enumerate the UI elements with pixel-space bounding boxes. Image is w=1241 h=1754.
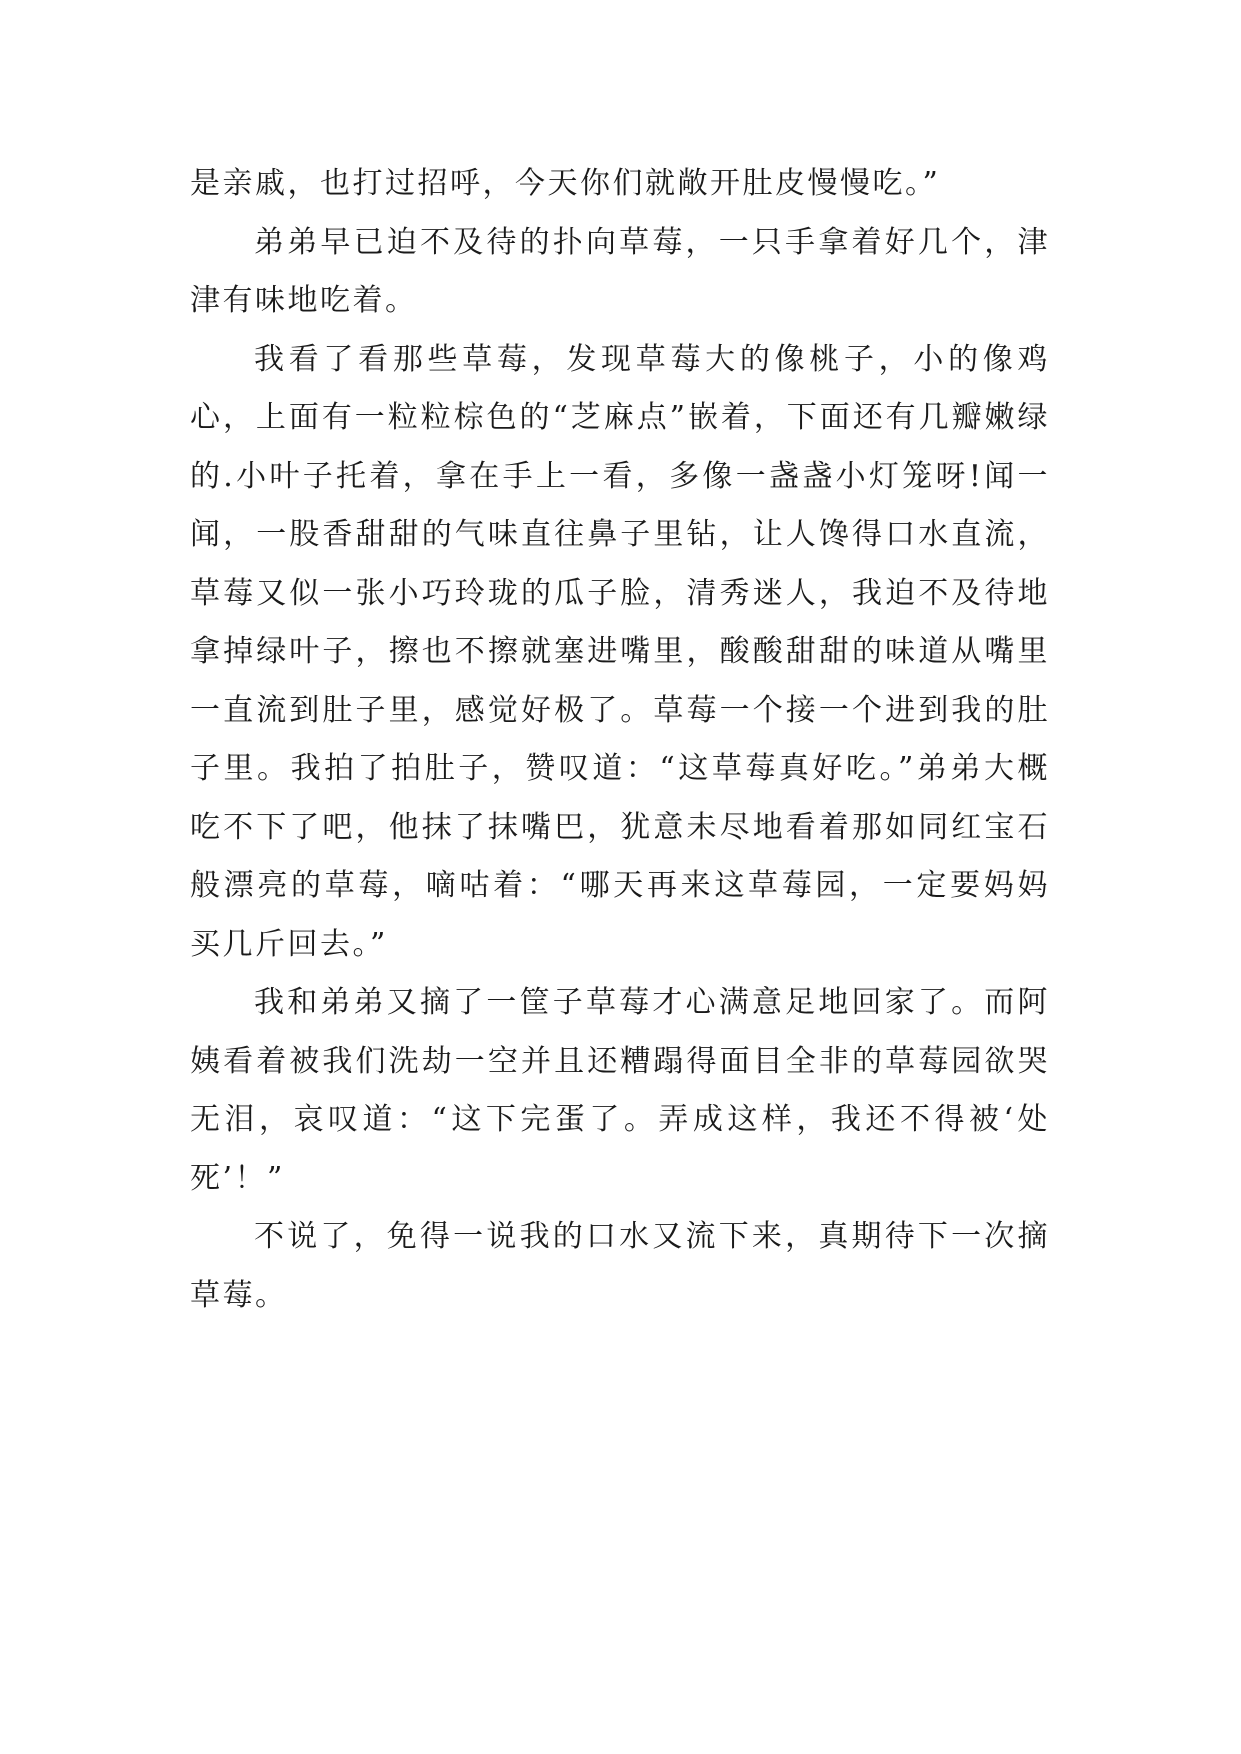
paragraph: 我和弟弟又摘了一筐子草莓才心满意足地回家了。而阿姨看着被我们洗劫一空并且还糟蹋得面目全非的草莓园欲哭无泪，哀叹道：“这下完蛋了。弄成这样，我还不得被‘处死’！” [190, 985, 1050, 1196]
paragraph: 弟弟早已迫不及待的扑向草莓，一只手拿着好几个，津津有味地吃着。 [190, 224, 1050, 318]
paragraph: 不说了，免得一说我的口水又流下来，真期待下一次摘草莓。 [190, 1219, 1050, 1313]
paragraph: 我看了看那些草莓，发现草莓大的像桃子，小的像鸡心，上面有一粒粒棕色的“芝麻点”嵌着，下面还有几瓣嫩绿的.小叶子托着，拿在手上一看，多像一盏盏小灯笼呀!闻一闻，一股香甜甜的气味直往鼻子里钻，让人馋得口水直流，草莓又似一张小巧玲珑的瓜子脸，清秀迷人，我迫不及待地拿掉绿叶子，擦也不擦就塞进嘴里，酸酸甜甜的味道从嘴里一直流到肚子里，感觉好极了。草莓一个接一个进到我的肚子里。我拍了拍肚子，赞叹道：“这草莓真好吃。”弟弟大概吃不下了吧，他抹了抹嘴巴，犹意未尽地看着那如同红宝石般漂亮的草莓，嘀咕着：“哪天再来这草莓园，一定要妈妈买几斤回去。” [190, 341, 1050, 962]
body-text [190, 155, 1050, 1325]
paragraph-continuation: 是亲戚，也打过招呼，今天你们就敞开肚皮慢慢吃。” [190, 166, 941, 201]
